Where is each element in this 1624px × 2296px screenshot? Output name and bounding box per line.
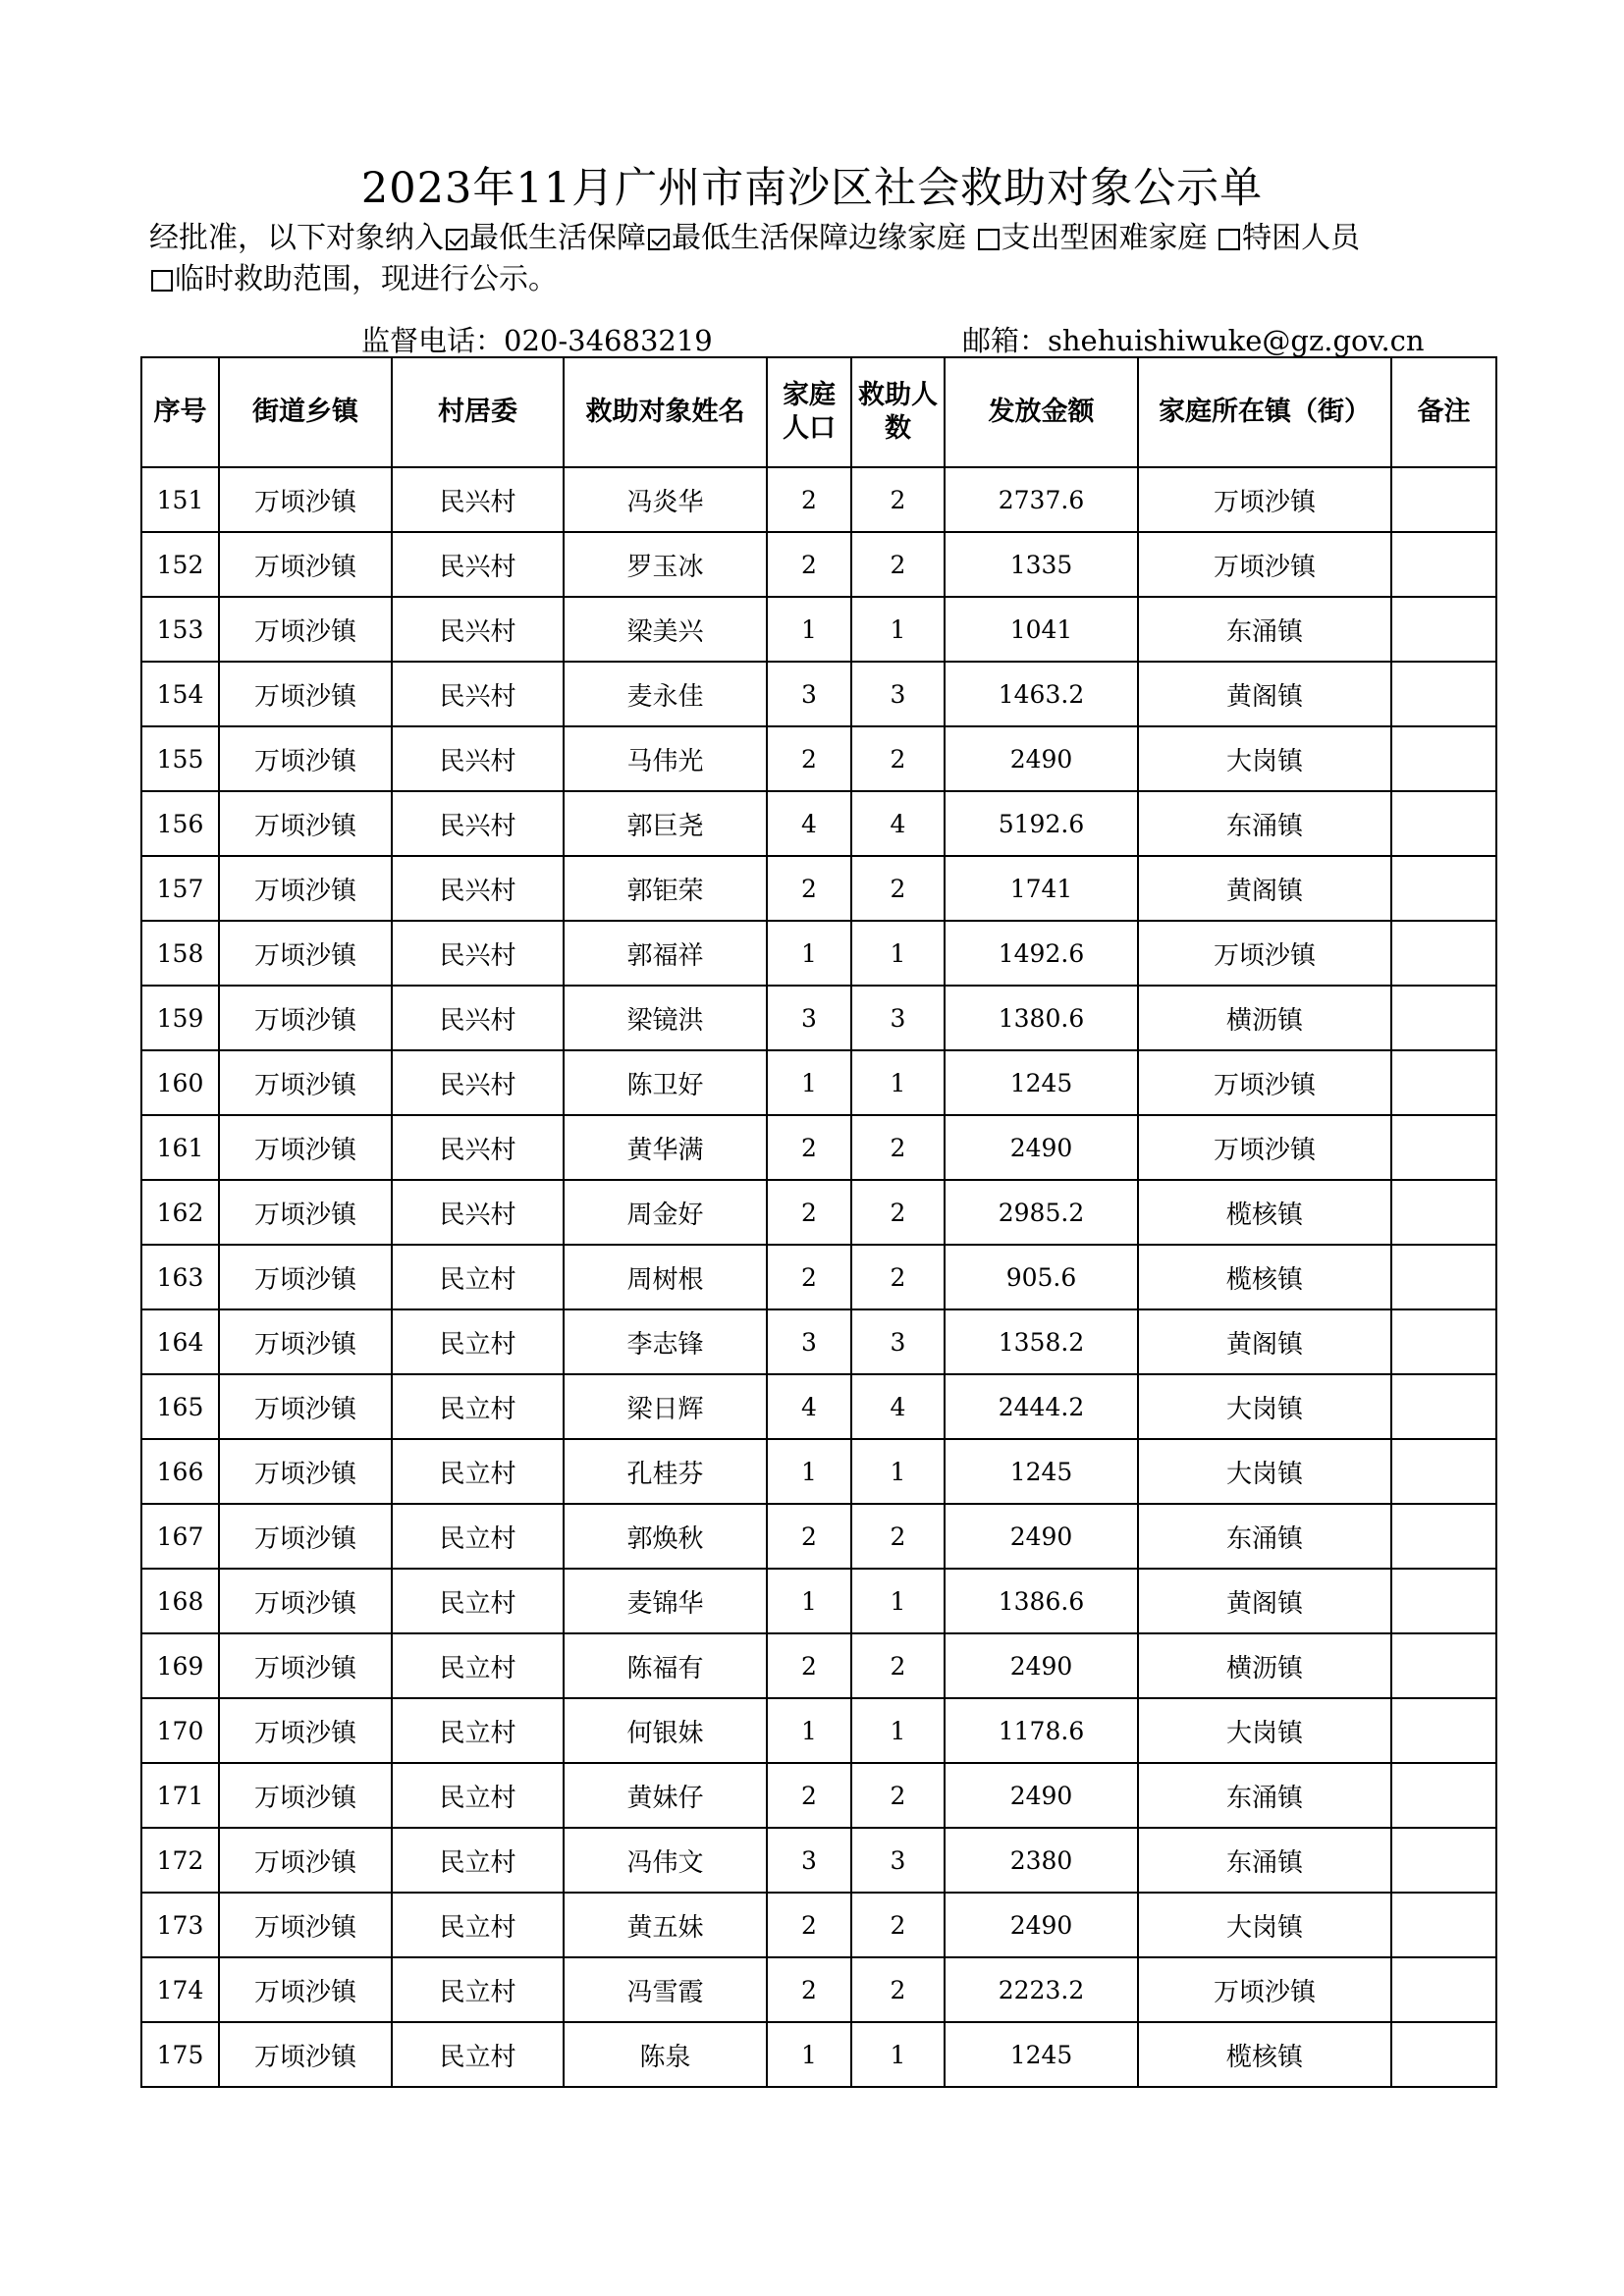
cell-name: 梁镜洪 [564,986,767,1050]
cell-remarks [1391,1763,1496,1828]
table-row [141,467,1496,532]
cell-subdistrict: 万顷沙镇 [219,1957,392,2022]
cell-home-town: 黄阁镇 [1138,662,1391,726]
cell-home-town: 东涌镇 [1138,1504,1391,1569]
cell-serial: 164 [141,1309,219,1374]
cell-remarks [1391,1633,1496,1698]
cell-name: 郭焕秋 [564,1504,767,1569]
cell-name: 梁日辉 [564,1374,767,1439]
cell-remarks [1391,791,1496,856]
cell-remarks [1391,662,1496,726]
cell-village: 民立村 [392,1439,564,1504]
cell-household-size: 2 [767,1893,851,1957]
cell-subdistrict: 万顷沙镇 [219,1374,392,1439]
cell-name: 孔桂芬 [564,1439,767,1504]
intro-line-1 [149,218,1524,259]
cell-amount: 2490 [945,1115,1138,1180]
cell-aided-count: 2 [851,1115,945,1180]
cell-subdistrict: 万顷沙镇 [219,986,392,1050]
cell-amount: 2490 [945,726,1138,791]
table-row [141,986,1496,1050]
cell-remarks [1391,1180,1496,1245]
cell-village: 民立村 [392,1245,564,1309]
cell-remarks [1391,467,1496,532]
cell-serial: 162 [141,1180,219,1245]
cell-serial: 163 [141,1245,219,1309]
cell-household-size: 4 [767,791,851,856]
cell-remarks [1391,1115,1496,1180]
option-label: 临时救助范围，现进行公示。 [175,262,558,296]
cell-remarks [1391,1569,1496,1633]
table-row [141,2022,1496,2087]
cell-name: 黄妹仔 [564,1763,767,1828]
cell-aided-count: 2 [851,1957,945,2022]
cell-name: 郭福祥 [564,921,767,986]
cell-remarks [1391,1050,1496,1115]
cell-village: 民兴村 [392,1050,564,1115]
table-row [141,1893,1496,1957]
cell-aided-count: 2 [851,1180,945,1245]
cell-home-town: 横沥镇 [1138,1633,1391,1698]
cell-aided-count: 2 [851,856,945,921]
table-row [141,791,1496,856]
cell-aided-count: 1 [851,1569,945,1633]
cell-village: 民兴村 [392,597,564,662]
cell-amount: 1041 [945,597,1138,662]
cell-name: 陈福有 [564,1633,767,1698]
cell-household-size: 2 [767,532,851,597]
cell-village: 民立村 [392,1504,564,1569]
cell-amount: 2223.2 [945,1957,1138,2022]
table-row [141,662,1496,726]
cell-serial: 155 [141,726,219,791]
cell-serial: 153 [141,597,219,662]
cell-village: 民立村 [392,2022,564,2087]
table-row [141,1439,1496,1504]
col-header-amount: 发放金额 [945,357,1138,467]
cell-remarks [1391,1957,1496,2022]
cell-household-size: 3 [767,1828,851,1893]
cell-remarks [1391,1309,1496,1374]
col-header-aided-count: 救助人 数 [851,357,945,467]
table-row [141,1828,1496,1893]
cell-subdistrict: 万顷沙镇 [219,1569,392,1633]
recipients-table [140,356,1497,2088]
cell-home-town: 黄阁镇 [1138,1309,1391,1374]
cell-village: 民立村 [392,1957,564,2022]
cell-household-size: 2 [767,856,851,921]
contact-email: 邮箱：shehuishiwuke@gz.gov.cn [962,324,1425,357]
cell-serial: 172 [141,1828,219,1893]
cell-home-town: 榄核镇 [1138,1245,1391,1309]
cell-subdistrict: 万顷沙镇 [219,1439,392,1504]
cell-home-town: 大岗镇 [1138,1698,1391,1763]
table-row [141,1957,1496,2022]
table-row [141,856,1496,921]
cell-amount: 2737.6 [945,467,1138,532]
cell-name: 麦永佳 [564,662,767,726]
cell-name: 陈泉 [564,2022,767,2087]
cell-subdistrict: 万顷沙镇 [219,1633,392,1698]
cell-aided-count: 1 [851,1698,945,1763]
cell-home-town: 横沥镇 [1138,986,1391,1050]
cell-name: 何银妹 [564,1698,767,1763]
cell-amount: 2490 [945,1504,1138,1569]
cell-village: 民兴村 [392,856,564,921]
cell-remarks [1391,921,1496,986]
cell-aided-count: 3 [851,1309,945,1374]
cell-subdistrict: 万顷沙镇 [219,662,392,726]
cell-village: 民兴村 [392,1115,564,1180]
cell-village: 民立村 [392,1763,564,1828]
cell-home-town: 东涌镇 [1138,597,1391,662]
cell-household-size: 2 [767,1504,851,1569]
cell-home-town: 万顷沙镇 [1138,467,1391,532]
cell-subdistrict: 万顷沙镇 [219,1180,392,1245]
cell-village: 民兴村 [392,662,564,726]
cell-serial: 156 [141,791,219,856]
cell-subdistrict: 万顷沙镇 [219,1698,392,1763]
checkbox-empty-icon [978,229,1000,250]
cell-remarks [1391,726,1496,791]
cell-serial: 175 [141,2022,219,2087]
cell-village: 民立村 [392,1698,564,1763]
cell-village: 民兴村 [392,791,564,856]
cell-serial: 151 [141,467,219,532]
cell-aided-count: 3 [851,662,945,726]
cell-remarks [1391,1893,1496,1957]
cell-home-town: 东涌镇 [1138,1828,1391,1893]
cell-serial: 152 [141,532,219,597]
cell-subdistrict: 万顷沙镇 [219,2022,392,2087]
cell-amount: 1358.2 [945,1309,1138,1374]
cell-name: 梁美兴 [564,597,767,662]
cell-name: 李志锋 [564,1309,767,1374]
table-row [141,1050,1496,1115]
option-label: 最低生活保障 [469,221,646,255]
cell-name: 黄华满 [564,1115,767,1180]
checkbox-checked-icon [648,229,670,250]
cell-aided-count: 1 [851,597,945,662]
cell-home-town: 万顷沙镇 [1138,532,1391,597]
cell-name: 郭钜荣 [564,856,767,921]
cell-home-town: 东涌镇 [1138,1763,1391,1828]
cell-remarks [1391,986,1496,1050]
col-header-serial: 序号 [141,357,219,467]
col-header-subdistrict: 街道乡镇 [219,357,392,467]
cell-subdistrict: 万顷沙镇 [219,1893,392,1957]
intro-prefix: 经批准，以下对象纳入 [149,221,444,255]
cell-household-size: 2 [767,726,851,791]
cell-remarks [1391,1245,1496,1309]
cell-household-size: 1 [767,2022,851,2087]
cell-name: 周金好 [564,1180,767,1245]
cell-serial: 174 [141,1957,219,2022]
col-header-home-town: 家庭所在镇（街） [1138,357,1391,467]
cell-home-town: 大岗镇 [1138,1893,1391,1957]
cell-household-size: 2 [767,1180,851,1245]
cell-aided-count: 1 [851,1050,945,1115]
cell-household-size: 2 [767,467,851,532]
cell-household-size: 2 [767,1763,851,1828]
cell-aided-count: 3 [851,986,945,1050]
cell-aided-count: 2 [851,467,945,532]
cell-name: 郭巨尧 [564,791,767,856]
cell-village: 民兴村 [392,467,564,532]
cell-amount: 2490 [945,1763,1138,1828]
cell-village: 民立村 [392,1569,564,1633]
cell-remarks [1391,532,1496,597]
cell-amount: 2490 [945,1893,1138,1957]
cell-name: 马伟光 [564,726,767,791]
cell-subdistrict: 万顷沙镇 [219,1115,392,1180]
cell-remarks [1391,1504,1496,1569]
cell-home-town: 万顷沙镇 [1138,1115,1391,1180]
cell-subdistrict: 万顷沙镇 [219,532,392,597]
cell-village: 民立村 [392,1374,564,1439]
cell-amount: 1386.6 [945,1569,1138,1633]
cell-remarks [1391,597,1496,662]
cell-aided-count: 1 [851,921,945,986]
cell-serial: 170 [141,1698,219,1763]
table-row [141,597,1496,662]
cell-village: 民兴村 [392,986,564,1050]
option-label: 支出型困难家庭 [1001,221,1208,255]
cell-aided-count: 2 [851,1763,945,1828]
cell-aided-count: 4 [851,1374,945,1439]
col-header-name: 救助对象姓名 [564,357,767,467]
cell-household-size: 1 [767,921,851,986]
cell-household-size: 3 [767,662,851,726]
cell-home-town: 万顷沙镇 [1138,1957,1391,2022]
cell-village: 民立村 [392,1633,564,1698]
cell-remarks [1391,1698,1496,1763]
cell-home-town: 黄阁镇 [1138,1569,1391,1633]
cell-household-size: 2 [767,1633,851,1698]
cell-subdistrict: 万顷沙镇 [219,1763,392,1828]
cell-amount: 2444.2 [945,1374,1138,1439]
cell-subdistrict: 万顷沙镇 [219,1309,392,1374]
cell-aided-count: 4 [851,791,945,856]
cell-serial: 166 [141,1439,219,1504]
cell-name: 陈卫好 [564,1050,767,1115]
cell-amount: 2985.2 [945,1180,1138,1245]
table-row [141,921,1496,986]
cell-amount: 5192.6 [945,791,1138,856]
cell-aided-count: 1 [851,2022,945,2087]
intro-paragraph [149,218,1524,300]
cell-subdistrict: 万顷沙镇 [219,921,392,986]
table-row [141,1633,1496,1698]
cell-village: 民立村 [392,1828,564,1893]
intro-line-2 [149,259,1524,300]
supervision-phone: 监督电话：020-34683219 [361,324,713,357]
checkbox-checked-icon [446,229,467,250]
cell-serial: 160 [141,1050,219,1115]
cell-village: 民兴村 [392,1180,564,1245]
cell-village: 民兴村 [392,532,564,597]
cell-subdistrict: 万顷沙镇 [219,856,392,921]
cell-amount: 1335 [945,532,1138,597]
cell-household-size: 2 [767,1957,851,2022]
table-row [141,1569,1496,1633]
option-label: 最低生活保障边缘家庭 [672,221,966,255]
cell-household-size: 3 [767,986,851,1050]
checkbox-empty-icon [151,270,173,292]
cell-serial: 159 [141,986,219,1050]
table-row [141,1504,1496,1569]
cell-subdistrict: 万顷沙镇 [219,597,392,662]
table-row [141,532,1496,597]
table-body [141,467,1496,2087]
cell-aided-count: 2 [851,1893,945,1957]
table-row [141,1115,1496,1180]
cell-remarks [1391,1828,1496,1893]
cell-aided-count: 1 [851,1439,945,1504]
cell-amount: 1245 [945,1439,1138,1504]
table-row [141,1763,1496,1828]
cell-subdistrict: 万顷沙镇 [219,1828,392,1893]
cell-name: 黄五妹 [564,1893,767,1957]
cell-home-town: 榄核镇 [1138,1180,1391,1245]
cell-amount: 1245 [945,1050,1138,1115]
cell-household-size: 1 [767,1439,851,1504]
cell-aided-count: 2 [851,532,945,597]
cell-name: 冯伟文 [564,1828,767,1893]
cell-amount: 1741 [945,856,1138,921]
cell-aided-count: 2 [851,1504,945,1569]
cell-serial: 154 [141,662,219,726]
cell-serial: 169 [141,1633,219,1698]
cell-serial: 171 [141,1763,219,1828]
cell-village: 民立村 [392,1309,564,1374]
cell-serial: 157 [141,856,219,921]
cell-serial: 165 [141,1374,219,1439]
cell-village: 民兴村 [392,726,564,791]
table-row [141,1309,1496,1374]
cell-household-size: 1 [767,597,851,662]
table-row [141,726,1496,791]
cell-village: 民兴村 [392,921,564,986]
cell-serial: 168 [141,1569,219,1633]
col-header-household-size: 家庭 人口 [767,357,851,467]
cell-name: 冯雪霞 [564,1957,767,2022]
cell-amount: 1178.6 [945,1698,1138,1763]
cell-subdistrict: 万顷沙镇 [219,1504,392,1569]
cell-subdistrict: 万顷沙镇 [219,1245,392,1309]
cell-home-town: 万顷沙镇 [1138,921,1391,986]
cell-home-town: 榄核镇 [1138,2022,1391,2087]
cell-household-size: 4 [767,1374,851,1439]
cell-remarks [1391,856,1496,921]
cell-amount: 2380 [945,1828,1138,1893]
cell-aided-count: 2 [851,1245,945,1309]
cell-amount: 2490 [945,1633,1138,1698]
cell-aided-count: 3 [851,1828,945,1893]
col-header-village: 村居委 [392,357,564,467]
cell-remarks [1391,1374,1496,1439]
cell-subdistrict: 万顷沙镇 [219,791,392,856]
cell-name: 罗玉冰 [564,532,767,597]
cell-name: 冯炎华 [564,467,767,532]
table-row [141,1245,1496,1309]
table-row [141,1374,1496,1439]
cell-home-town: 大岗镇 [1138,1374,1391,1439]
cell-home-town: 大岗镇 [1138,726,1391,791]
page-title: 2023年11月广州市南沙区社会救助对象公示单 [360,164,1264,213]
cell-household-size: 1 [767,1050,851,1115]
cell-name: 麦锦华 [564,1569,767,1633]
table-header-row [141,357,1496,467]
cell-remarks [1391,1439,1496,1504]
table-row [141,1698,1496,1763]
option-label: 特困人员 [1242,221,1361,255]
cell-household-size: 3 [767,1309,851,1374]
cell-village: 民立村 [392,1893,564,1957]
cell-aided-count: 2 [851,1633,945,1698]
col-header-remarks: 备注 [1391,357,1496,467]
cell-subdistrict: 万顷沙镇 [219,1050,392,1115]
cell-amount: 1380.6 [945,986,1138,1050]
cell-amount: 1245 [945,2022,1138,2087]
cell-household-size: 2 [767,1245,851,1309]
cell-home-town: 黄阁镇 [1138,856,1391,921]
cell-amount: 1463.2 [945,662,1138,726]
cell-serial: 161 [141,1115,219,1180]
cell-serial: 158 [141,921,219,986]
cell-household-size: 1 [767,1569,851,1633]
cell-amount: 1492.6 [945,921,1138,986]
cell-name: 周树根 [564,1245,767,1309]
cell-subdistrict: 万顷沙镇 [219,467,392,532]
cell-serial: 167 [141,1504,219,1569]
cell-home-town: 万顷沙镇 [1138,1050,1391,1115]
cell-aided-count: 2 [851,726,945,791]
cell-home-town: 大岗镇 [1138,1439,1391,1504]
table-row [141,1180,1496,1245]
cell-household-size: 2 [767,1115,851,1180]
cell-subdistrict: 万顷沙镇 [219,726,392,791]
cell-household-size: 1 [767,1698,851,1763]
cell-remarks [1391,2022,1496,2087]
checkbox-empty-icon [1218,229,1240,250]
cell-serial: 173 [141,1893,219,1957]
cell-home-town: 东涌镇 [1138,791,1391,856]
cell-amount: 905.6 [945,1245,1138,1309]
